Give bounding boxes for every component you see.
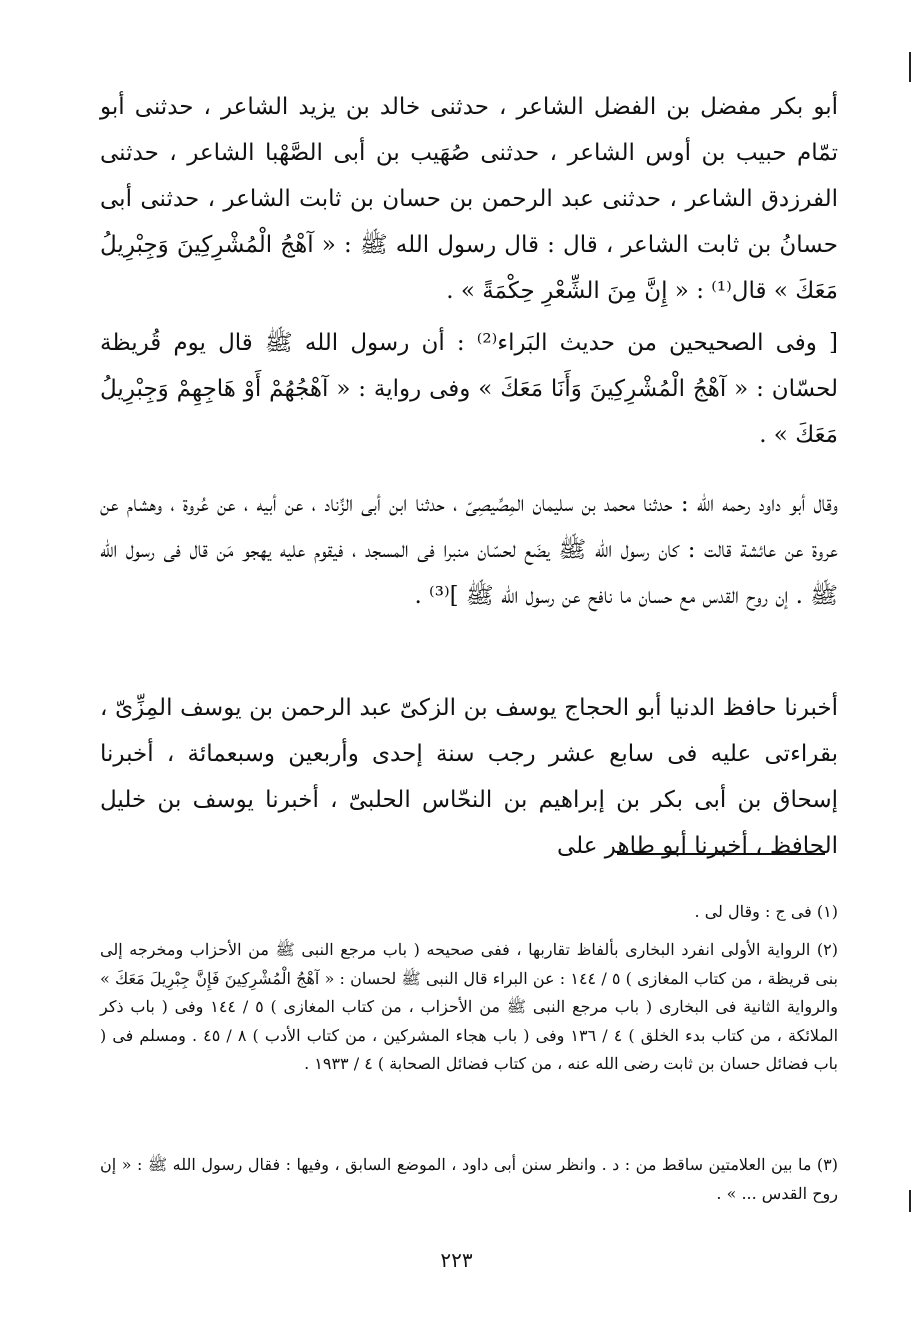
paragraph-abu-dawud — [100, 481, 838, 619]
paragraph-isnad-hassan — [100, 84, 838, 314]
footnote-1: (١) فى ج : وقال لى . — [694, 902, 838, 921]
paragraph-sahihayn — [100, 320, 838, 458]
footnote-separator — [617, 853, 825, 855]
footnote-2: (٢) الرواية الأولى انفرد البخارى بألفاظ تقاربها ، ففى صحيحه ( باب مرجع النبى ﷺ من الأحزاب ومخرجه إلى بنى قريظة ، من كتاب المغازى ) ٥ / ١٤٤ : عن البراء قال النبى ﷺ لحسان : « آهْجُ الْمُشْرِكِينَ فَإِنَّ جِبْرِيلَ مَعَكَ » والرواية الثانية فى البخارى ( باب مرجع النبى ﷺ من الأحزاب ، من كتاب المغازى ) ٥ / ١٤٤ وفى ( باب ذكر الملائكة ، من كتاب بدء الخلق ) ٤ / ١٣٦ وفى ( باب هجاء المشركين ، من كتاب الأدب ) ٨ / ٤٥ . ومسلم فى ( باب فضائل حسان بن ثابت رضى الله عنه ، من كتاب فضائل الصحابة ) ٤ / ١٩٣٣ . — [100, 940, 839, 1073]
paragraph-text: أخبرنا حافظ الدنيا أبو الحجاج يوسف بن الزكىّ عبد الرحمن بن يوسف المِزِّىّ ، بقراءتى عليه فى سابع عشر رجب سنة إحدى وأربعين وسبعمائة ، أخبرنا إسحاق بن أبى بكر بن إبراهيم بن النحّاس الحلبىّ ، أخبرنا يوسف بن خليل الحافظ ، أخبرنا أبو طاهر على — [100, 695, 838, 859]
paragraph-text: [ وفى الصحيحين من حديث البَراء⁽²⁾ : أن رسول الله ﷺ قال يوم قُريظة لحسّان : « آهْجُ الْمُشْرِكِينَ وَأَنَا مَعَكَ » وفى رواية : « آهْجُهُمْ أَوْ هَاجِهِمْ وَجِبْرِيلُ مَعَكَ » . — [100, 330, 838, 448]
scan-edge-mark — [909, 1190, 911, 1212]
paragraph-text: وقال أبو داود رحمه الله : حدثنا محمد بن سليمان المِصِّيصِىّ ، حدثنا ابن أبى الزِّناد ، عن أبيه ، عن عُروة ، وهشام عن عروة عن عائشة قالت : كان رسول الله ﷺ يضَع لحسّان منبرا فى المسجد ، فيقوم عليه يهجو مَن قال فى رسول الله ﷺ . إن روح القدس مع حسان ما نافح عن رسول الله ﷺ ]⁽³⁾ . — [100, 491, 838, 609]
scan-edge-mark — [909, 52, 911, 82]
paragraph-text: أبو بكر مفضل بن الفضل الشاعر ، حدثنى خالد بن يزيد الشاعر ، حدثنى أبو تمّام حبيب بن أوس الشاعر ، حدثنى صُهَيب بن أبى الصَّهْبا الشاعر ، حدثنى الفرزدق الشاعر ، حدثنى عبد الرحمن بن حسان بن ثابت الشاعر ، حدثنى أبى حسانُ بن ثابت الشاعر ، قال : قال رسول الله ﷺ : « آهْجُ الْمُشْرِكِينَ وَجِبْرِيلُ مَعَكَ » قال⁽¹⁾ : « إِنَّ مِنَ الشِّعْرِ حِكْمَةً » . — [100, 94, 838, 304]
page-number: ٢٢٣ — [440, 1248, 473, 1272]
paragraph-mizzi — [100, 685, 838, 869]
footnote-3: (٣) ما بين العلامتين ساقط من : د . وانظر سنن أبى داود ، الموضع السابق ، وفيها : فقال رسول الله ﷺ : « إن روح القدس ... » . — [100, 1155, 838, 1203]
